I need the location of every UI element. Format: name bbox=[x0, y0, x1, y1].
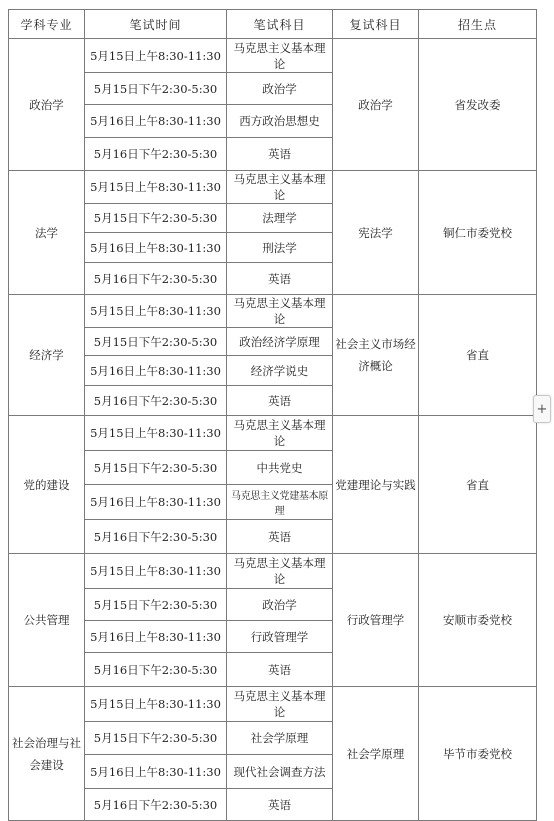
header-retest-subject: 复试科目 bbox=[333, 10, 419, 39]
enrollment-site-cell: 省直 bbox=[419, 295, 537, 416]
retest-subject-cell: 政治学 bbox=[333, 39, 419, 171]
major-cell: 法学 bbox=[9, 171, 85, 295]
exam-schedule-table bbox=[8, 9, 537, 821]
enrollment-site-cell: 省发改委 bbox=[419, 39, 537, 171]
exam-time-cell: 5月15日上午8:30-11:30 bbox=[85, 295, 227, 328]
exam-subject-cell: 英语 bbox=[227, 653, 333, 687]
exam-time-cell: 5月16日下午2:30-5:30 bbox=[85, 653, 227, 687]
exam-subject-cell: 刑法学 bbox=[227, 233, 333, 263]
plus-icon: + bbox=[536, 402, 548, 417]
exam-time-cell: 5月16日下午2:30-5:30 bbox=[85, 520, 227, 554]
major-cell: 公共管理 bbox=[9, 554, 85, 687]
expand-button[interactable] bbox=[533, 395, 551, 423]
exam-subject-cell: 西方政治思想史 bbox=[227, 105, 333, 138]
exam-time-cell: 5月15日上午8:30-11:30 bbox=[85, 554, 227, 589]
exam-time-cell: 5月16日上午8:30-11:30 bbox=[85, 356, 227, 386]
header-exam-time: 笔试时间 bbox=[85, 10, 227, 39]
enrollment-site-cell: 铜仁市委党校 bbox=[419, 171, 537, 295]
major-cell: 经济学 bbox=[9, 295, 85, 416]
retest-subject-cell: 宪法学 bbox=[333, 171, 419, 295]
enrollment-site-cell: 省直 bbox=[419, 416, 537, 554]
exam-time-cell: 5月16日下午2:30-5:30 bbox=[85, 138, 227, 171]
header-major: 学科专业 bbox=[9, 10, 85, 39]
exam-subject-cell: 经济学说史 bbox=[227, 356, 333, 386]
exam-time-cell: 5月15日上午8:30-11:30 bbox=[85, 39, 227, 73]
exam-subject-cell: 马克思主义基本理论 bbox=[227, 416, 333, 451]
retest-subject-cell: 行政管理学 bbox=[333, 554, 419, 687]
exam-subject-cell: 英语 bbox=[227, 138, 333, 171]
exam-subject-cell: 马克思主义基本理论 bbox=[227, 295, 333, 328]
exam-time-cell: 5月15日下午2:30-5:30 bbox=[85, 328, 227, 356]
major-cell: 党的建设 bbox=[9, 416, 85, 554]
retest-subject-cell: 党建理论与实践 bbox=[333, 416, 419, 554]
major-cell: 社会治理与社会建设 bbox=[9, 687, 85, 821]
table-row bbox=[9, 39, 537, 73]
exam-time-cell: 5月16日下午2:30-5:30 bbox=[85, 789, 227, 821]
exam-subject-cell: 政治经济学原理 bbox=[227, 328, 333, 356]
exam-time-cell: 5月16日上午8:30-11:30 bbox=[85, 233, 227, 263]
table-row bbox=[9, 554, 537, 589]
retest-subject-cell: 社会学原理 bbox=[333, 687, 419, 821]
exam-time-cell: 5月16日上午8:30-11:30 bbox=[85, 485, 227, 520]
exam-subject-cell: 马克思主义基本理论 bbox=[227, 687, 333, 722]
enrollment-site-cell: 毕节市委党校 bbox=[419, 687, 537, 821]
retest-subject-cell: 社会主义市场经济概论 bbox=[333, 295, 419, 416]
table-row bbox=[9, 171, 537, 204]
exam-time-cell: 5月16日上午8:30-11:30 bbox=[85, 621, 227, 653]
exam-time-cell: 5月15日上午8:30-11:30 bbox=[85, 171, 227, 204]
exam-subject-cell: 中共党史 bbox=[227, 451, 333, 485]
exam-time-cell: 5月16日下午2:30-5:30 bbox=[85, 263, 227, 295]
major-cell: 政治学 bbox=[9, 39, 85, 171]
exam-time-cell: 5月16日上午8:30-11:30 bbox=[85, 755, 227, 789]
exam-subject-cell: 行政管理学 bbox=[227, 621, 333, 653]
exam-subject-cell: 马克思主义基本理论 bbox=[227, 554, 333, 589]
enrollment-site-cell: 安顺市委党校 bbox=[419, 554, 537, 687]
exam-subject-cell: 马克思主义基本理论 bbox=[227, 39, 333, 73]
exam-time-cell: 5月16日上午8:30-11:30 bbox=[85, 105, 227, 138]
exam-time-cell: 5月15日下午2:30-5:30 bbox=[85, 73, 227, 105]
header-row bbox=[9, 10, 537, 39]
table-row bbox=[9, 687, 537, 722]
exam-time-cell: 5月15日上午8:30-11:30 bbox=[85, 416, 227, 451]
exam-subject-cell: 英语 bbox=[227, 789, 333, 821]
exam-subject-cell: 马克思主义党建基本原理 bbox=[227, 485, 333, 520]
exam-subject-cell: 社会学原理 bbox=[227, 722, 333, 755]
exam-time-cell: 5月15日上午8:30-11:30 bbox=[85, 687, 227, 722]
exam-subject-cell: 英语 bbox=[227, 263, 333, 295]
table-row bbox=[9, 295, 537, 328]
exam-subject-cell: 马克思主义基本理论 bbox=[227, 171, 333, 204]
exam-subject-cell: 政治学 bbox=[227, 73, 333, 105]
exam-subject-cell: 法理学 bbox=[227, 204, 333, 233]
exam-time-cell: 5月15日下午2:30-5:30 bbox=[85, 722, 227, 755]
header-enrollment-site: 招生点 bbox=[419, 10, 537, 39]
header-exam-subject: 笔试科目 bbox=[227, 10, 333, 39]
exam-time-cell: 5月15日下午2:30-5:30 bbox=[85, 589, 227, 621]
table-row bbox=[9, 416, 537, 451]
exam-subject-cell: 英语 bbox=[227, 386, 333, 416]
exam-subject-cell: 现代社会调查方法 bbox=[227, 755, 333, 789]
exam-subject-cell: 英语 bbox=[227, 520, 333, 554]
exam-subject-cell: 政治学 bbox=[227, 589, 333, 621]
exam-time-cell: 5月16日下午2:30-5:30 bbox=[85, 386, 227, 416]
exam-time-cell: 5月15日下午2:30-5:30 bbox=[85, 451, 227, 485]
exam-time-cell: 5月15日下午2:30-5:30 bbox=[85, 204, 227, 233]
